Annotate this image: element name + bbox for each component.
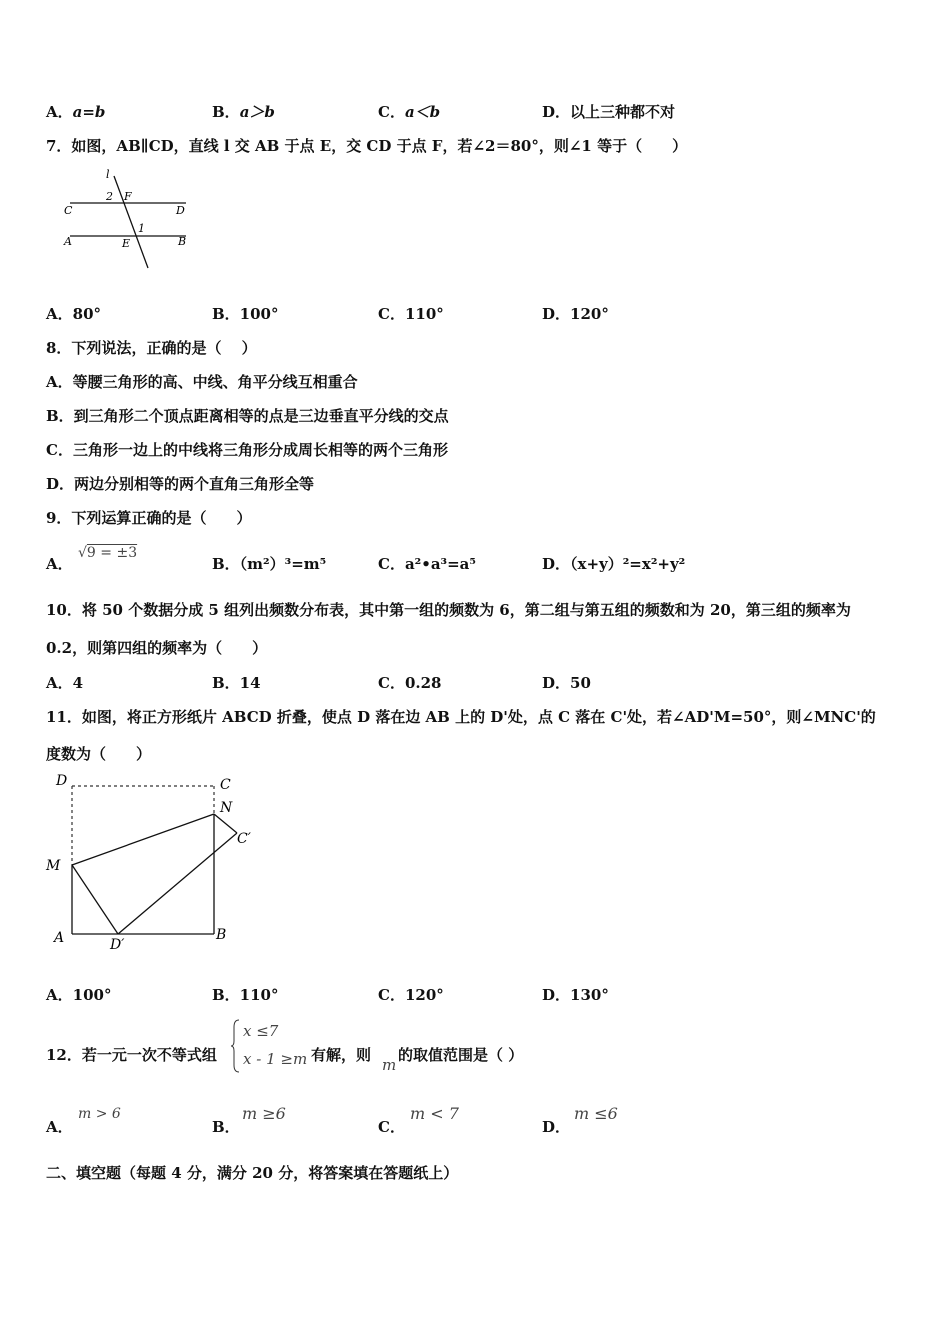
q8-option-a: A．等腰三角形的高、中线、角平分线互相重合	[46, 373, 358, 391]
q6-option-d: D．以上三种都不对	[542, 103, 676, 121]
label-c: C	[64, 204, 73, 217]
q12-option-a-expr: m > 6	[78, 1106, 121, 1122]
q7-option-b: B．100°	[212, 305, 279, 323]
q12-option-a-letter: A．	[46, 1118, 73, 1136]
label-angle-2: 2	[106, 190, 113, 203]
q10-option-a: A．4	[46, 674, 84, 692]
label-l: l	[106, 168, 110, 181]
label-b: B	[178, 235, 187, 248]
label-e: E	[122, 237, 131, 250]
q12-inequality-2: x - 1 ≥m	[243, 1050, 308, 1068]
label-a: A	[64, 235, 72, 248]
q11-figure	[40, 770, 270, 955]
label-d: D	[56, 773, 68, 789]
q10-stem-line1: 10．将 50 个数据分成 5 组列出频数分布表，其中第一组的频数为 6，第二组与第五组的频数和为 20，第三组的频率为	[46, 601, 851, 619]
label-d-prime: D′	[110, 937, 125, 953]
q10-option-d: D．50	[542, 674, 591, 692]
q12-option-c-letter: C．	[378, 1118, 405, 1136]
label-c: C	[220, 777, 231, 793]
q12-stem-mid: 有解，则	[311, 1046, 372, 1064]
label-m: M	[46, 858, 61, 874]
q10-option-b: B．14	[212, 674, 261, 692]
q6-option-b: B．a＞b	[212, 103, 275, 121]
label-f: F	[124, 190, 132, 203]
q7-option-c: C．110°	[378, 305, 444, 323]
q7-figure	[60, 168, 200, 272]
q9-option-a-letter: A．	[46, 555, 73, 573]
q8-option-d: D．两边分别相等的两个直角三角形全等	[46, 475, 315, 493]
q6-option-c: C．a＜b	[378, 103, 441, 121]
q12-system-brace	[231, 1019, 241, 1073]
label-c-prime: C′	[237, 831, 251, 847]
q11-stem-line1: 11．如图，将正方形纸片 ABCD 折叠，使点 D 落在边 AB 上的 D'处，点 C 落在 C'处，若∠AD'M=50°，则∠MNC'的	[46, 708, 876, 726]
q8-option-c: C．三角形一边上的中线将三角形分成周长相等的两个三角形	[46, 441, 448, 459]
q9-option-a-expr: √9 = ±3	[78, 545, 138, 561]
q11-option-c: C．120°	[378, 986, 444, 1004]
q7-stem: 7．如图，AB∥CD，直线 l 交 AB 于点 E，交 CD 于点 F，若∠2＝80°，则∠1 等于（ ）	[46, 137, 688, 155]
q12-stem-pre: 12．若一元一次不等式组	[46, 1046, 217, 1064]
label-b: B	[216, 927, 227, 943]
q11-stem-line2: 度数为（ ）	[46, 745, 152, 763]
q11-option-d: D．130°	[542, 986, 609, 1004]
q9-option-b: B．（m²）³=m⁵	[212, 555, 327, 573]
q10-option-c: C．0.28	[378, 674, 442, 692]
segment-dc	[118, 833, 237, 934]
q12-inequality-1: x ≤7	[243, 1022, 279, 1040]
q12-variable-m: m	[382, 1056, 397, 1074]
q12-option-d-expr: m ≤6	[574, 1104, 618, 1123]
q8-stem: 8．下列说法，正确的是（ ）	[46, 339, 257, 357]
q12-option-b-letter: B．	[212, 1118, 240, 1136]
label-n: N	[220, 800, 233, 816]
q7-option-d: D．120°	[542, 305, 609, 323]
q12-stem-post: 的取值范围是（ ）	[398, 1046, 524, 1064]
q8-option-b: B．到三角形二个顶点距离相等的点是三边垂直平分线的交点	[46, 407, 449, 425]
q11-option-a: A．100°	[46, 986, 112, 1004]
section-2-heading: 二、填空题（每题 4 分，满分 20 分，将答案填在答题纸上）	[46, 1164, 459, 1182]
segment-cn	[214, 814, 237, 833]
q9-option-d: D．（x+y）²=x²+y²	[542, 555, 686, 573]
q9-option-c: C．a²•a³=a⁵	[378, 555, 476, 573]
label-a: A	[54, 930, 65, 946]
q7-option-a: A．80°	[46, 305, 102, 323]
q11-option-b: B．110°	[212, 986, 279, 1004]
q10-stem-line2: 0.2，则第四组的频率为（ ）	[46, 639, 268, 657]
label-angle-1: 1	[138, 222, 145, 235]
q9-stem: 9．下列运算正确的是（ ）	[46, 509, 252, 527]
segment-md	[72, 865, 118, 934]
q6-option-a: A．a=b	[46, 103, 106, 121]
crease-mn	[72, 814, 214, 865]
q12-option-b-expr: m ≥6	[242, 1104, 286, 1123]
label-d: D	[176, 204, 185, 217]
q12-option-d-letter: D．	[542, 1118, 571, 1136]
q12-option-c-expr: m < 7	[410, 1104, 459, 1123]
